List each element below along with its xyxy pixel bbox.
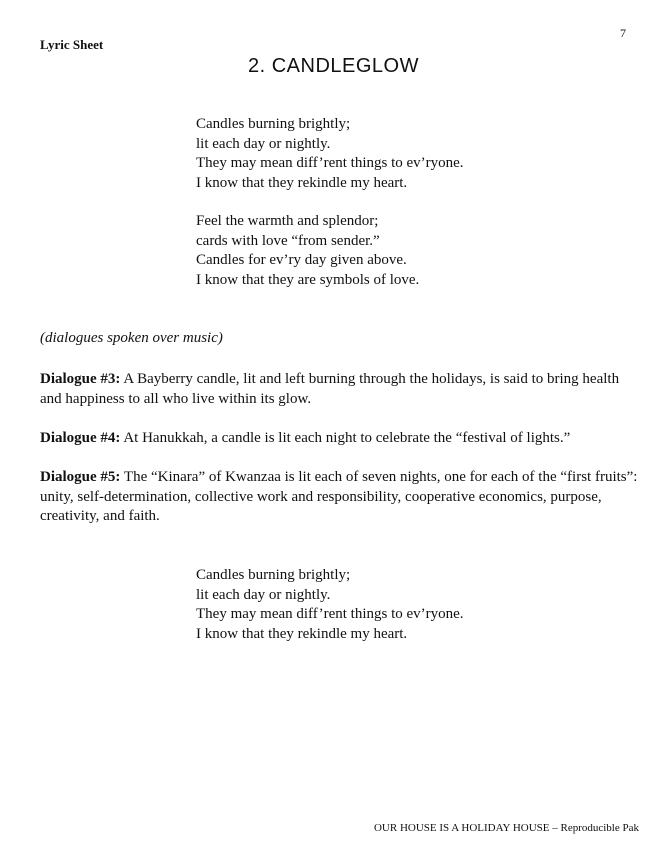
verse-1 (196, 115, 464, 193)
lyric-line: I know that they are symbols of love. (196, 271, 420, 288)
dialogue-3 (40, 370, 640, 409)
dialogue-label: Dialogue #5: (40, 469, 121, 485)
lyric-line: Candles burning brightly; (196, 116, 351, 132)
lyric-line: lit each day or nightly. (196, 135, 331, 152)
lyric-line: Feel the warmth and splendor; (196, 213, 379, 229)
footer-text: OUR HOUSE IS A HOLIDAY HOUSE – Reproducible Pak (373, 822, 639, 834)
dialogue-4 (40, 429, 640, 449)
lyric-line: I know that they rekindle my heart. (196, 625, 408, 642)
lyric-line: They may mean diff’rent things to ev’ryone. (196, 155, 464, 171)
verse-3 (196, 566, 464, 644)
lyric-line: They may mean diff’rent things to ev’ryone. (196, 606, 464, 622)
lyric-line: lit each day or nightly. (196, 586, 331, 603)
lyric-line: I know that they rekindle my heart. (196, 174, 408, 191)
lyric-line: Candles burning brightly; (196, 567, 351, 583)
dialogue-text: At Hanukkah, a candle is lit each night to celebrate the “festival of lights.” (120, 430, 571, 446)
dialogue-5 (40, 468, 640, 527)
lyric-sheet-label: Lyric Sheet (40, 37, 104, 52)
dialogue-text: A Bayberry candle, lit and left burning through the holidays, is said to bring health and happiness to all who live within its glow. (40, 371, 620, 407)
lyric-line: Candles for ev’ry day given above. (196, 252, 407, 268)
page-number: 7 (620, 26, 626, 40)
verse-2 (196, 212, 419, 290)
lyric-line: cards with love “from sender.” (196, 232, 380, 249)
dialogue-label: Dialogue #3: (40, 371, 121, 387)
song-title: 2. CANDLEGLOW (248, 55, 419, 77)
dialogue-label: Dialogue #4: (40, 430, 121, 446)
stage-direction: (dialogues spoken over music) (40, 330, 223, 346)
dialogue-text: The “Kinara” of Kwanzaa is lit each of seven nights, one for each of the “first fruits”: unity, self-determination, collective work and responsibility, cooperative economics, purpose, creativity, and faith. (40, 469, 638, 524)
